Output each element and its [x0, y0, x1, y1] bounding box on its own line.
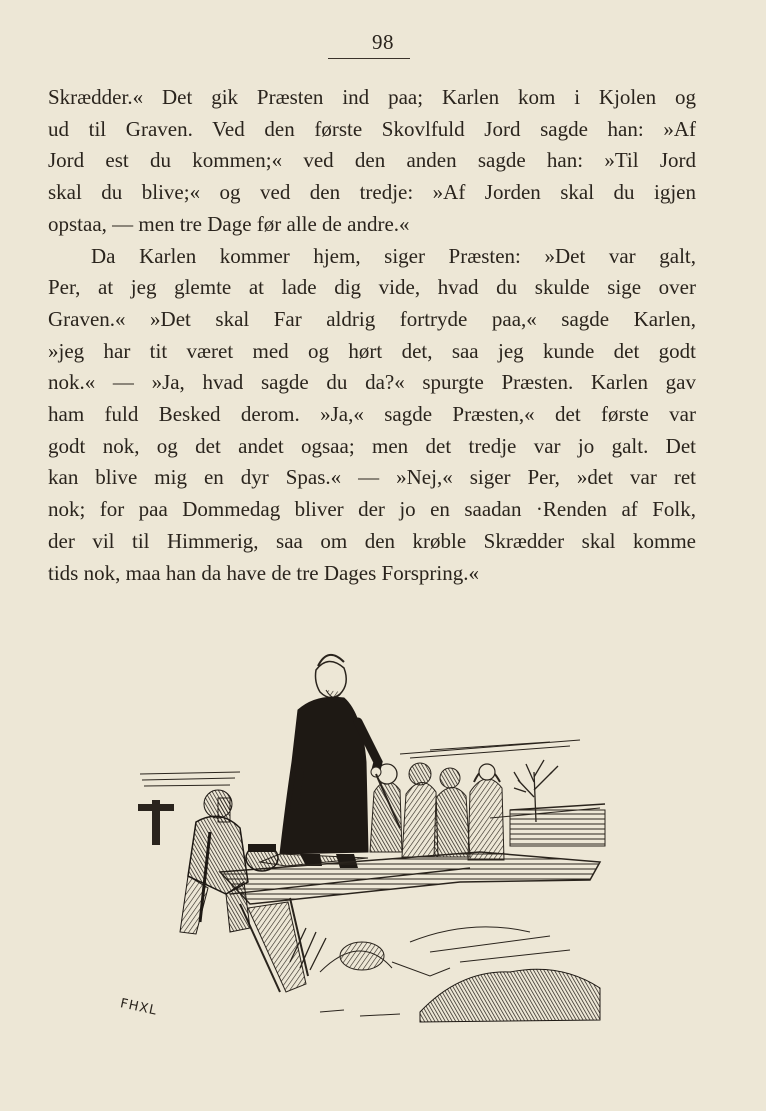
grave-cross	[138, 800, 174, 845]
text-line: Jord est du kommen;« ved den anden sagde han: »Til Jord	[48, 148, 696, 173]
text-line: ud til Graven. Ved den første Skovlfuld Jord sagde han: »Af	[48, 116, 696, 141]
ground-mounds	[320, 927, 570, 976]
text-line: opstaa, — men tre Dage før alle de andre.«	[48, 211, 410, 236]
mourners-group	[370, 763, 504, 860]
page-number-rule	[328, 58, 410, 59]
text-line: kan blive mig en dyr Spas.« — »Nej,« siger Per, »det var ret	[48, 465, 696, 490]
text-line: nok; for paa Dommedag bliver der jo en saadan ·Renden af Folk,	[48, 497, 696, 522]
text-line: Graven.« »Det skal Far aldrig fortryde paa,« sagde Karlen,	[48, 306, 696, 331]
text-line: tids nok, maa han da have de tre Dages Forspring.«	[48, 560, 479, 585]
illustration-signature: FHXL	[118, 996, 159, 1019]
text-line: der vil til Himmerig, saa om den krøble Skrædder skal komme	[48, 528, 696, 553]
text-line: Da Karlen kommer hjem, siger Præsten: »Det var galt,	[91, 243, 696, 268]
text-line: skal du blive;« og ved den tredje: »Af Jorden skal du igjen	[48, 180, 696, 205]
text-line: nok.« — »Ja, hvad sagde du da?« spurgte Præsten. Karlen gav	[48, 370, 696, 395]
page-number: 98	[372, 30, 394, 54]
church-wall	[510, 810, 605, 846]
funeral-illustration	[118, 632, 610, 1032]
grass-mound	[420, 969, 600, 1022]
text-line: Skrædder.« Det gik Præsten ind paa; Karlen kom i Kjolen og	[48, 85, 696, 109]
text-line: »jeg har tit været med og hørt det, saa jeg kunde det godt	[48, 338, 696, 363]
text-line: Per, at jeg glemte at lade dig vide, hvad du skulde sige over	[48, 275, 696, 300]
text-line: ham fuld Besked derom. »Ja,« sagde Præsten,« det første var	[48, 402, 696, 427]
body-text	[48, 82, 696, 589]
text-line: godt nok, og det andet ogsaa; men det tredje var jo galt. Det	[48, 433, 696, 458]
